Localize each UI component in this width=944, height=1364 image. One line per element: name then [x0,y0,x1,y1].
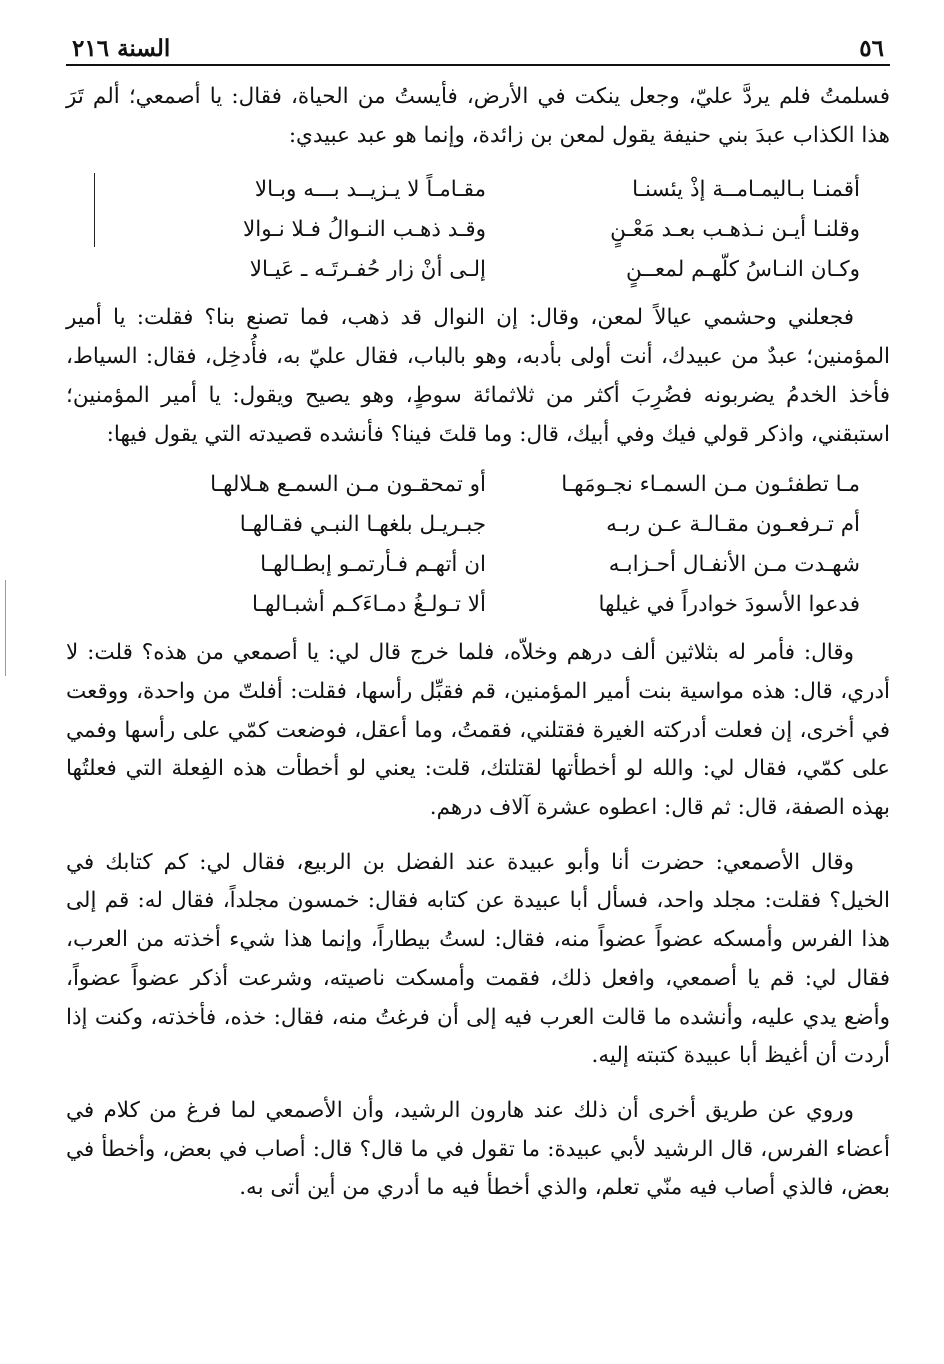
page-header [66,22,890,62]
verse-first-hemistich: فدعوا الأسودَ خوادراً في غيلها [598,591,860,617]
verse [66,249,890,289]
verse [66,504,890,544]
verse-first-hemistich: مـا تطفئـون مـن السمـاء نجـومَهـا [561,471,860,497]
verse [66,464,890,504]
verse [66,584,890,624]
verse-second-hemistich: مقـامـاً لا يـزيــد بـــه وبـالا [254,176,486,202]
verse [66,209,890,249]
verse-second-hemistich: جبـريـل بلغهـا النبـي فقـالهـا [239,511,486,537]
verse-second-hemistich: ان أتهـم فـأرتمـو إبطـالهـا [260,551,486,577]
verse-second-hemistich: ألا تـولـغُ دمـاءَكـم أشبـالهـا [252,591,486,617]
verse [66,544,890,584]
poem-2 [66,464,890,624]
left-edge-mark [5,580,6,676]
paragraph-3: وقال: فأمر له بثلاثين ألف درهم وخلاّه، فلما خرج قال لي: يا أصمعي من هذه؟ قلت: لا أدري، قال: هذه مواسية بنت أمير المؤمنين، قم فقبِّل رأسها، فقلت: أفلتّ من واحدة، ووقعت في أخرى، إن فعلت أدركته الغيرة فقتلني، فقمتُ، وما أعقل، فوضعت كمّي على رأسها وفمي على كمّي، فقال لي: والله لو أخطأتها لقتلتك، قلت: يعني لو أخطأت هذه الفِعلة التي فعلتُها بهذه الصفة، قال: ثم قال: اعطوه عشرة آلاف درهم. [66,640,890,821]
verse-second-hemistich: وقـد ذهـب النـوالُ فـلا نـوالا [243,216,486,242]
paragraph-1: فسلمتُ فلم يردَّ عليّ، وجعل ينكت في الأرض، فأيستُ من الحياة، فقال: يا أصمعي؛ ألم تَرَ هذا الكذاب عبدَ بني حنيفة يقول لمعن بن زائدة، وإنما هو عبد عبيدي: [66,84,890,148]
margin-bar [94,173,95,247]
verse-first-hemistich: أم تـرفعـون مقـالـة عـن ربـه [606,511,860,537]
paragraph-2: فجعلني وحشمي عيالاً لمعن، وقال: إن النوال قد ذهب، فما تصنع بنا؟ فقلت: يا أمير المؤمنين؛ عبدٌ من عبيدك، أنت أولى بأدبه، وهو بالباب، فقال عليّ به، فأُدخِل، فقال: السياط، فأخذ الخدمُ يضربونه فضُرِبَ أكثر من ثلاثمائة سوطٍ، وهو يصيح ويقول: يا أمير المؤمنين؛ استبقني، واذكر قولي فيك وفي أبيك، قال: وما قلتَ فينا؟ فأنشده قصيدته التي يقول فيها: [66,305,890,447]
verse-first-hemistich: أقمنـا بـاليمـامــة إذْ يئسنـا [632,176,860,202]
paragraph-4: وقال الأصمعي: حضرت أنا وأبو عبيدة عند الفضل بن الربيع، فقال لي: كم كتابك في الخيل؟ فقلت: مجلد واحد، فسأل أبا عبيدة عن كتابه فقال: خمسون مجلداً، فقال له: قم إلى هذا الفرس وأمسكه عضواً عضواً منه، فقال: لستُ بيطاراً، وإنما هذا شيء أخذته من العرب، فقال لي: قم يا أصمعي، وافعل ذلك، فقمت وأمسكت ناصيته، وشرعت أذكر عضواً عضواً، وأضع يدي عليه، وأنشده ما قالت العرب فيه إلى أن فرغتُ منه، فقال: خذه، فأخذته، وكنت إذا أردت أن أغيظ أبا عبيدة كتبته إليه. [66,849,890,1069]
verse-second-hemistich: إلـى أنْ زار حُفـرتَـه ـ عَيـالا [249,256,486,282]
book-page [66,22,890,1208]
paragraph-5: وروي عن طريق أخرى أن ذلك عند هارون الرشيد، وأن الأصمعي لما فرغ من كلام في أعضاء الفرس، قال الرشيد لأبي عبيدة: ما تقول في ما قال؟ قال: أصاب في بعض، وأخطأ في بعض، فالذي أصاب فيه منّي تعلم، والذي أخطأ فيه ما أدري من أين أتى به. [66,1097,890,1201]
poem-1 [66,169,890,289]
verse-second-hemistich: أو تمحقـون مـن السمـع هـلالهـا [210,471,486,497]
page-number: ٥٦ [859,35,884,62]
running-head-year: السنة ٢١٦ [72,35,171,62]
verse [66,169,890,209]
verse-first-hemistich: شهـدت مـن الأنفـال أحـزابـه [608,551,860,577]
verse-first-hemistich: وكـان النـاسُ كلّهـم لمعــنٍ [625,256,860,282]
header-rule [66,64,890,66]
verse-first-hemistich: وقلنـا أيـن نـذهـب بعـد مَعْـنٍ [610,216,860,242]
